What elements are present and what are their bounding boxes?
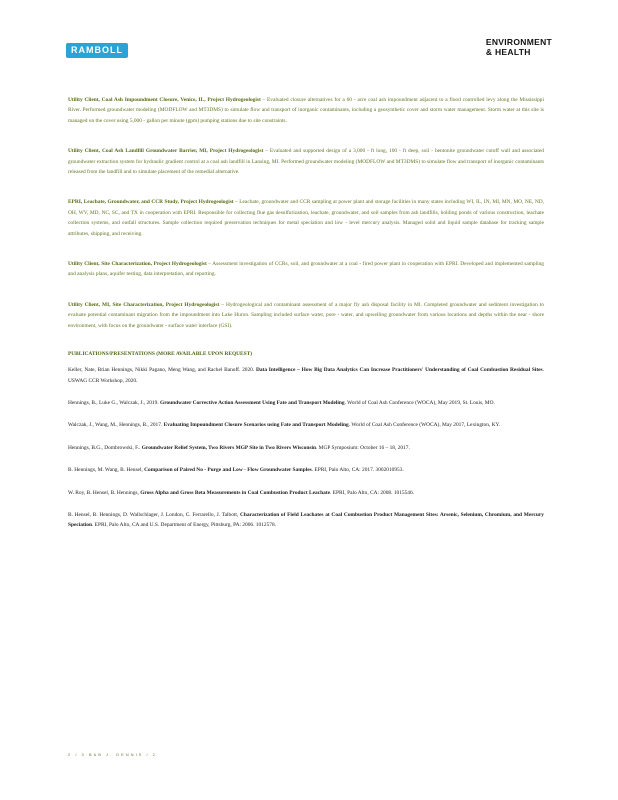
- project-entry: [68, 259, 544, 280]
- project-description: – Assessment investigation of CCRs, soil, and groundwater at a coal - fired power plant in cooperation with EPRI. Developed and implemented sampling and analysis plans, aquifer testing, data interpretation, and reporting.: [68, 261, 544, 278]
- publication-venue: . World of Coal Ash Conference (WOCA), May 2017, Lexington, KY.: [348, 422, 501, 429]
- publication-authors: B. Hennings, M. Wang, B. Hensel,: [68, 467, 145, 474]
- publication-venue: . EPRI, Palo Alto, CA: 2017. 3002010953.: [311, 467, 404, 474]
- project-description: – Leachate, groundwater and CCR sampling at power plant and storage facilities in many states including WI, IL, IN, MI, MN, MO, NE, ND, OH, WV, MD, NC, SC, and TX in cooperation with EPRI. Responsible for collecting flue gas desulfurization, leachate, groundwater, and soil samples from ash landfills, holding ponds of various construction, leachate collection systems, and outfall structures. Sample collection required preservation techniques for metal speciation and low - level mercury analysis. Managed solid and liquid sample database for tracking sample attributes, shipping, and receiving.: [68, 199, 544, 237]
- publication-entry: [68, 420, 544, 430]
- publication-authors: B. Hensel, B. Hennings, D. Wallschlager, J. London, C. Ferrarello, J. Talbott,: [68, 511, 240, 518]
- page-footer: 2 / 3 B&B J. DENNIS / 2: [68, 752, 157, 757]
- publication-authors: W. Roy, B. Hensel, B. Hennings,: [68, 489, 141, 496]
- publication-authors: Hennings, B., Luke G., Walczak, J., 2019.: [68, 399, 160, 406]
- project-entry: [68, 300, 544, 331]
- publication-entry: [68, 510, 544, 531]
- project-description: – Evaluated and supported design of a 3,000 - ft long, 100 - ft deep, soil - bentonite groundwater cutoff wall and associated groundwater extraction system for hydraulic gradient control at a coal ash landfill in Lansing, MI. Performed groundwater modeling (MODFLOW and MT3DMS) to simulate flow and transport of inorganic contaminants released from the landfill and to simulate placement of the remedial alternative.: [68, 148, 544, 176]
- publication-authors: Walczak, J., Wang, M., Hennings, B., 2017.: [68, 422, 164, 429]
- ramboll-logo: RAMBOLL: [66, 43, 128, 58]
- project-title: Utility Client, MI, Site Characterization, Project Hydrogeologist: [68, 301, 220, 308]
- publication-title: Evaluating Impoundment Closure Scenarios using Fate and Transport Modeling: [163, 422, 349, 429]
- brand-wordmark: [486, 37, 552, 57]
- publication-entry: [68, 365, 544, 386]
- project-description: – Evaluated closure alternatives for a 60 - acre coal ash impoundment adjacent to a flood controlled levy along the Mississippi River. Performed groundwater modeling (MODFLOW and MT3DMS) to simulate flow and transport of inorganic contaminants, including a geosynthetic cover and storm water management. Storm water at this site is managed on the cover using 5,000 - gallon per minute (gpm) pumping stations due to site constraints.: [68, 97, 544, 124]
- project-description: – Hydrogeological and contaminant assessment of a major fly ash disposal facility in MI. Completed groundwater and sediment investigation to evaluate potential contaminant migration from the impoundment into Lake Huron. Sampling included surface water, pore - water, and upwelling groundwater from various locations and depths within the near - shore environment, with focus on the groundwater - surface water interface (GSI).: [68, 301, 545, 329]
- project-title: Utility Client, Coal Ash Impoundment Closure, Venice, IL, Project Hydrogeologist: [68, 97, 261, 103]
- publication-authors: Keller, Nate, Brian Hennings, Nikki Pagano, Meng Wang, and Rachel Banoff. 2020.: [68, 367, 256, 374]
- publications-heading: PUBLICATIONS/PRESENTATIONS (MORE AVAILABLE UPON REQUEST): [68, 351, 253, 358]
- publication-venue: . USWAG CCR Workshop, 2020.: [68, 367, 544, 384]
- publication-venue: . EPRI, Palo Alto, CA and U.S. Department of Energy, Pittsburg, PA: 2006. 1012578.: [91, 522, 277, 529]
- project-title: Utility Client, Coal Ash Landfill Groundwater Barrier, MI, Project Hydrogeologist: [68, 148, 264, 155]
- publication-venue: . World of Coal Ash Conference (WOCA), May 2019, St. Louis, MO.: [344, 399, 495, 406]
- publication-title: Characterization of Field Leachates at Coal Combustion Product Management Sites: Arsenic, Selenium, Chromium, and Mercury Speciation: [68, 511, 544, 529]
- brand-line-2: & HEALTH: [485, 47, 531, 57]
- resume-content: [68, 95, 544, 543]
- project-title: EPRI, Leachate, Groundwater, and CCR Study, Project Hydrogeologist: [68, 199, 234, 206]
- publication-title: Comparison of Paired No - Purge and Low - Flow Groundwater Samples: [144, 467, 312, 474]
- publication-venue: . EPRI, Palo Alto, CA: 2008. 1015546.: [330, 489, 415, 496]
- publication-authors: Hennings, B.G., Dombrowski, F..: [68, 444, 142, 451]
- project-entry: [68, 95, 544, 126]
- project-entry: [68, 146, 544, 177]
- project-title: Utility Client, Site Characterization, Project Hydrogeologist: [68, 261, 207, 268]
- brand-line-1: ENVIRONMENT: [485, 37, 552, 47]
- publication-title: Gross Alpha and Gross Beta Measurements in Coal Combustion Product Leachate: [140, 489, 331, 496]
- publication-title: Groundwater Relief System, Two Rivers MGP Site in Two Rivers Wisconsin: [141, 444, 316, 451]
- publication-venue: . MGP Symposium: October 16 – 18, 2017.: [315, 444, 410, 451]
- publication-entry: [68, 465, 544, 475]
- publication-entry: [68, 488, 544, 498]
- publication-title: Data Intelligence – How Big Data Analytics Can Increase Practitioners' Understanding of Coal Combustion Residual Sites: [255, 367, 543, 374]
- publication-entry: [68, 443, 544, 453]
- project-entry: [68, 197, 544, 239]
- publication-title: Groundwater Corrective Action Assessment Using Fate and Transport Modeling: [160, 399, 345, 406]
- publication-entry: [68, 398, 544, 408]
